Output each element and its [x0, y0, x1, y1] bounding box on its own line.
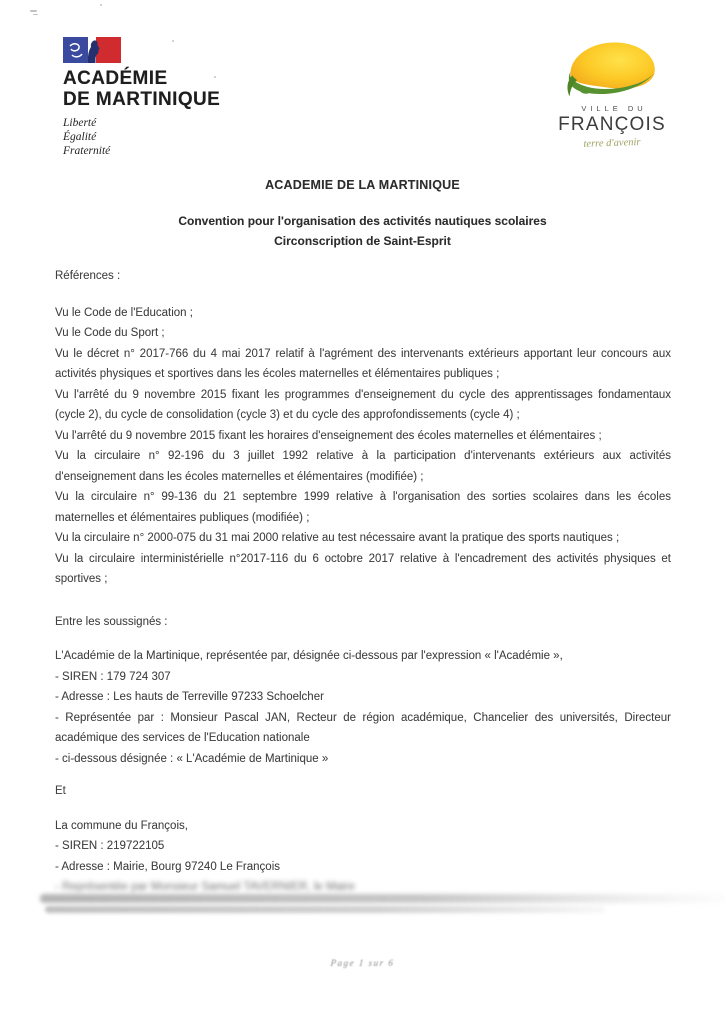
motto-fraternite: Fraternité [63, 145, 111, 157]
subtitle-line2: Circonscription de Saint-Esprit [274, 234, 451, 248]
reference-item: Vu le Code du Sport ; [55, 327, 165, 339]
ville-logo-tagline: terre d'avenir [583, 137, 641, 150]
mango-leaf-logo-icon [559, 34, 665, 102]
scan-smudge [45, 906, 605, 913]
reference-item: Vu la circulaire n° 99-136 du 21 septembre 1999 relative à l'organisation des sorties scolaires dans les écoles maternelles et élémentaires publiques (modifiée) ; [55, 491, 671, 524]
academie-party-intro: L'Académie de la Martinique, représentée par, désignée ci-dessous par l'expression « l'Académie », [55, 650, 563, 662]
scan-speck [33, 14, 38, 15]
reference-item: Vu la circulaire n° 92-196 du 3 juillet 1992 relative à la participation d'intervenants extérieurs aux activités d'enseignement dans les écoles maternelles et élémentaires (modifiée) ; [55, 450, 671, 483]
commune-siren: - SIREN : 219722105 [55, 840, 165, 852]
academie-representant: - Représentée par : Monsieur Pascal JAN, Recteur de région académique, Chancelier des universités, Directeur académique des services de l'Education nationale [55, 711, 671, 744]
reference-item: Vu la circulaire interministérielle n°2017-116 du 6 octobre 2017 relative à l'encadrement des activités physiques et sportives ; [55, 552, 671, 585]
scan-speck [30, 10, 37, 12]
academie-wordmark-line1: ACADÉMIE [63, 68, 168, 89]
subtitle-line1: Convention pour l'organisation des activités nautiques scolaires [178, 214, 547, 228]
smudged-representant-line: - Représentée par Monsieur Samuel TAVERNIER, le Maire [55, 881, 355, 893]
reference-item: Vu l'arrêté du 9 novembre 2015 fixant les horaires d'enseignement des écoles maternelles et élémentaires ; [55, 429, 602, 442]
reference-item: Vu l'arrêté du 9 novembre 2015 fixant les programmes d'enseignement du cycle des apprentissages fondamentaux (cycle 2), du cycle de consolidation (cycle 3) et du cycle des approfondissements (cycle 4) ; [55, 388, 671, 421]
ville-logo-line2: FRANÇOIS [558, 114, 666, 135]
document-body [55, 266, 671, 898]
motto-egalite: Égalité [63, 131, 97, 143]
page-number-footer: Page 1 sur 6 [330, 958, 395, 968]
academie-letterhead [63, 36, 233, 158]
scan-smudge [40, 894, 725, 903]
connector-et: Et [55, 785, 66, 797]
commune-adresse: - Adresse : Mairie, Bourg 97240 Le François [55, 860, 281, 873]
academie-designation: - ci-dessous désignée : « L'Académie de Martinique » [55, 752, 329, 765]
scan-speck [100, 4, 102, 6]
ville-du-francois-logo [548, 34, 676, 149]
commune-party-intro: La commune du François, [55, 819, 188, 832]
references-label: Références : [55, 270, 121, 282]
academie-wordmark [63, 68, 233, 110]
ville-logo-line1: VILLE DU [581, 104, 647, 113]
document-subtitle [0, 211, 725, 251]
reference-item: Vu le Code de l'Education ; [55, 306, 193, 319]
reference-item: Vu le décret n° 2017-766 du 4 mai 2017 relatif à l'agrément des intervenants extérieurs apportant leur concours aux activités physiques et sportives dans les écoles maternelles et élémentaires publiques ; [55, 347, 671, 380]
republic-motto [63, 116, 233, 158]
motto-liberte: Liberté [63, 117, 97, 129]
academie-wordmark-line2: DE MARTINIQUE [63, 89, 221, 110]
parties-intro: Entre les soussignés : [55, 615, 168, 628]
academie-adresse: - Adresse : Les hauts de Terreville 97233 Schoelcher [55, 691, 324, 703]
document-heading: ACADEMIE DE LA MARTINIQUE [265, 178, 460, 192]
french-flag-marianne-icon [63, 36, 121, 64]
reference-item: Vu la circulaire n° 2000-075 du 31 mai 2000 relative au test nécessaire avant la pratique des sports nautiques ; [55, 532, 620, 544]
academie-siren: - SIREN : 179 724 307 [55, 670, 171, 683]
